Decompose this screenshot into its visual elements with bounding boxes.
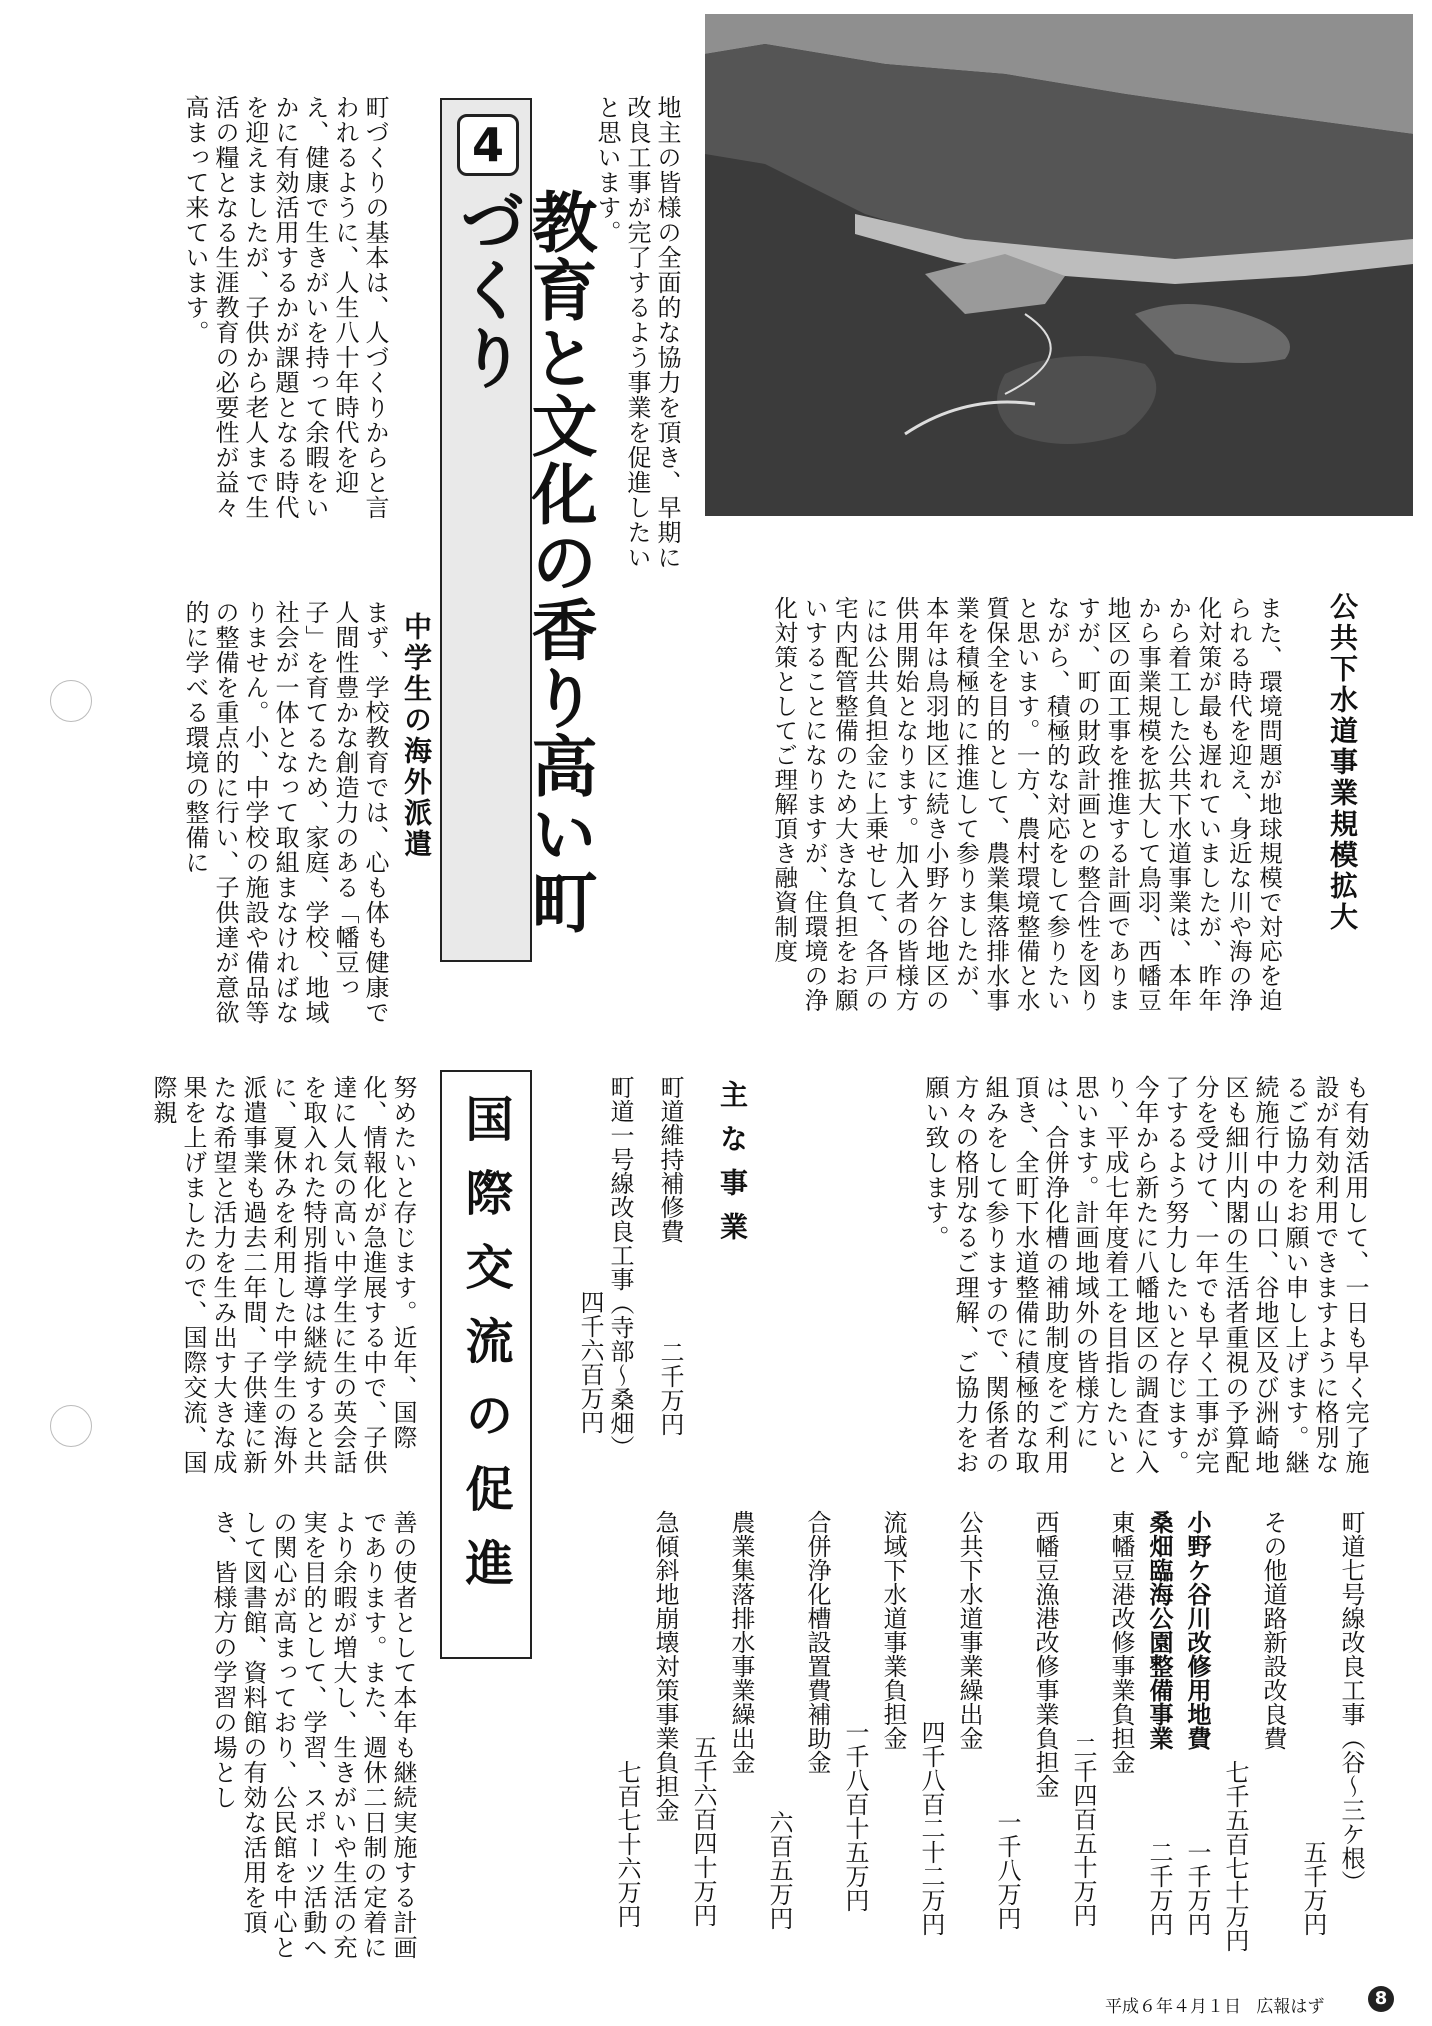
project-item-name: 合併浄化槽設置費補助金 — [803, 1510, 831, 1774]
paragraph-landowner: 地主の皆様の全面的な協力を頂き、早期に改良工事が完了するよう事業を促進したいと思います。 — [593, 95, 681, 570]
project-item-amount: 四千六百万円 — [576, 1290, 604, 1434]
footer-date: 平成６年４月１日 — [1105, 1997, 1241, 2017]
section-title: 教育と文化の香り高い町づくり — [448, 188, 597, 936]
subsection-heading-box — [440, 1070, 532, 1659]
section-heading-box — [440, 98, 597, 962]
project-item-name: 町道一号線改良工事（寺部～桑畑） — [606, 1075, 634, 1459]
heading-sewer-expansion: 公共下水道事業規模拡大 — [1326, 592, 1359, 933]
project-item-name: 流域下水道事業負担金 — [879, 1510, 907, 1750]
project-item-name: 公共下水道事業繰出金 — [955, 1510, 983, 1750]
project-item-amount: 一千八百十五万円 — [841, 1720, 869, 1912]
binder-hole-upper — [50, 680, 92, 722]
page-number: 8 — [1368, 1986, 1394, 2012]
paragraph-lifelong-learning: 善の使者として本年も継続実施する計画であります。また、週休二日制の定着により余暇が増大し、生きがいや生活の充実を目的として、学習、スポーツ活動への関心が高まっており、公民館を中心として図書館、資料館の有効な活用を頂き、皆様方の学習の場とし — [209, 1510, 417, 1960]
project-item-amount: 五千万円 — [1299, 1840, 1327, 1936]
project-item-name: 町道維持補修費 — [656, 1075, 684, 1243]
aerial-photo — [705, 14, 1413, 516]
project-item-name: 町道七号線改良工事（谷～三ケ根） — [1337, 1510, 1365, 1894]
project-item-name: 農業集落排水事業繰出金 — [727, 1510, 755, 1774]
project-item-amount: 七百七十六万円 — [613, 1760, 641, 1928]
project-item-name: 桑畑臨海公園整備事業 — [1145, 1510, 1173, 1750]
project-item-name: 西幡豆漁港改修事業負担金 — [1031, 1510, 1059, 1798]
section-number: 4 — [457, 114, 519, 176]
project-item-amount: 六百五万円 — [765, 1810, 793, 1930]
project-item-amount: 一千万円 — [1183, 1840, 1211, 1936]
paragraph-school-education: まず、学校教育では、心も体も健康で人間性豊かな創造力のある「幡豆っ子」を育てるため、家庭、学校、地域社会が一体となって取組まなければなりません。小、中学校の施設や備品等の整備を重点的に行い、子供達が意欲的に学べる環境の整備に — [181, 600, 389, 1025]
paragraph-international: 努めたいと存じます。近年、国際化、情報化が急進展する中で、子供達に人気の高い中学生に生の英会話を取入れた特別指導は継続すると共に、夏休みを利用した中学生の海外派遣事業も過去二年間、子供達に新たな希望と活力を生み出す大きな成果を上げましたので、国際交流、国際親 — [149, 1075, 417, 1475]
project-item-name: その他道路新設改良費 — [1259, 1510, 1287, 1750]
project-item-name: 東幡豆港改修事業負担金 — [1107, 1510, 1135, 1774]
binder-hole-lower — [50, 1405, 92, 1447]
project-item-amount: 二千万円 — [656, 1340, 684, 1436]
project-item-amount: 四千八百二十二万円 — [917, 1720, 945, 1936]
footer-publication: 広報はず — [1256, 1997, 1325, 2017]
project-item-name: 急傾斜地崩壊対策事業負担金 — [651, 1510, 679, 1822]
paragraph-sewer: また、環境問題が地球規模で対応を迫られる時代を迎え、身近な川や海の浄化対策が最も遅れていましたが、昨年から着工した公共下水道事業は、本年から事業規模を拡大して鳥羽、西幡豆地区の面工事を推進する計画でありますが、町の財政計画との整合性を図りながら、積極的な対応をして参りたいと思います。一方、農村環境整備と水質保全を目的として、農業集落排水事業を積極的に推進して参りましたが、本年は鳥羽地区に続き小野ケ谷地区の供用開始となります。加入者の皆様方には公共負担金に上乗せして、各戸の宅内配管整備のため大きな負担をお願いすることになりますが、住環境の浄化対策としてご理解頂き融資制度 — [770, 596, 1283, 1013]
paragraph-sewer-continued: も有効活用して、一日も早く完了施設が有効利用できますように格別なるご協力をお願い申し上げます。継続施行中の山口、谷地区及び洲崎地区も細川内閣の生活者重視の予算配分を受けて、一年でも早く工事が完了するよう努力したいと存じます。今年から新たに八幡地区の調査に入り、平成七年度着工を目指したいと思います。計画地域外の皆様方には、合併浄化槽の補助制度をご利用頂き、全町下水道整備に積極的な取組みをして参りますので、関係者の方々の格別なるご理解、ご協力をお願い致します。 — [921, 1075, 1369, 1475]
footer — [1105, 1992, 1324, 2017]
project-item-name: 小野ケ谷川改修用地費 — [1183, 1510, 1211, 1750]
heading-junior-high-dispatch: 中学生の海外派遣 — [400, 612, 433, 860]
paragraph-town-building: 町づくりの基本は、人づくりからと言われるように、人生八十年時代を迎え、健康で生きがいを持って余暇をいかに有効活用するかが課題となる時代を迎えましたが、子供から老人まで生活の糧となる生涯教育の必要性が益々高まって来ています。 — [181, 95, 389, 520]
project-item-amount: 一千八万円 — [993, 1810, 1021, 1930]
project-item-amount: 五千六百四十万円 — [689, 1735, 717, 1927]
project-item-amount: 七千五百七十万円 — [1221, 1760, 1249, 1952]
project-item-amount: 二千四百五十万円 — [1069, 1735, 1097, 1927]
project-item-amount: 二千万円 — [1145, 1840, 1173, 1936]
subsection-title: 国際交流の促進 — [457, 1094, 513, 1612]
heading-main-projects: 主な事業 — [716, 1080, 749, 1256]
